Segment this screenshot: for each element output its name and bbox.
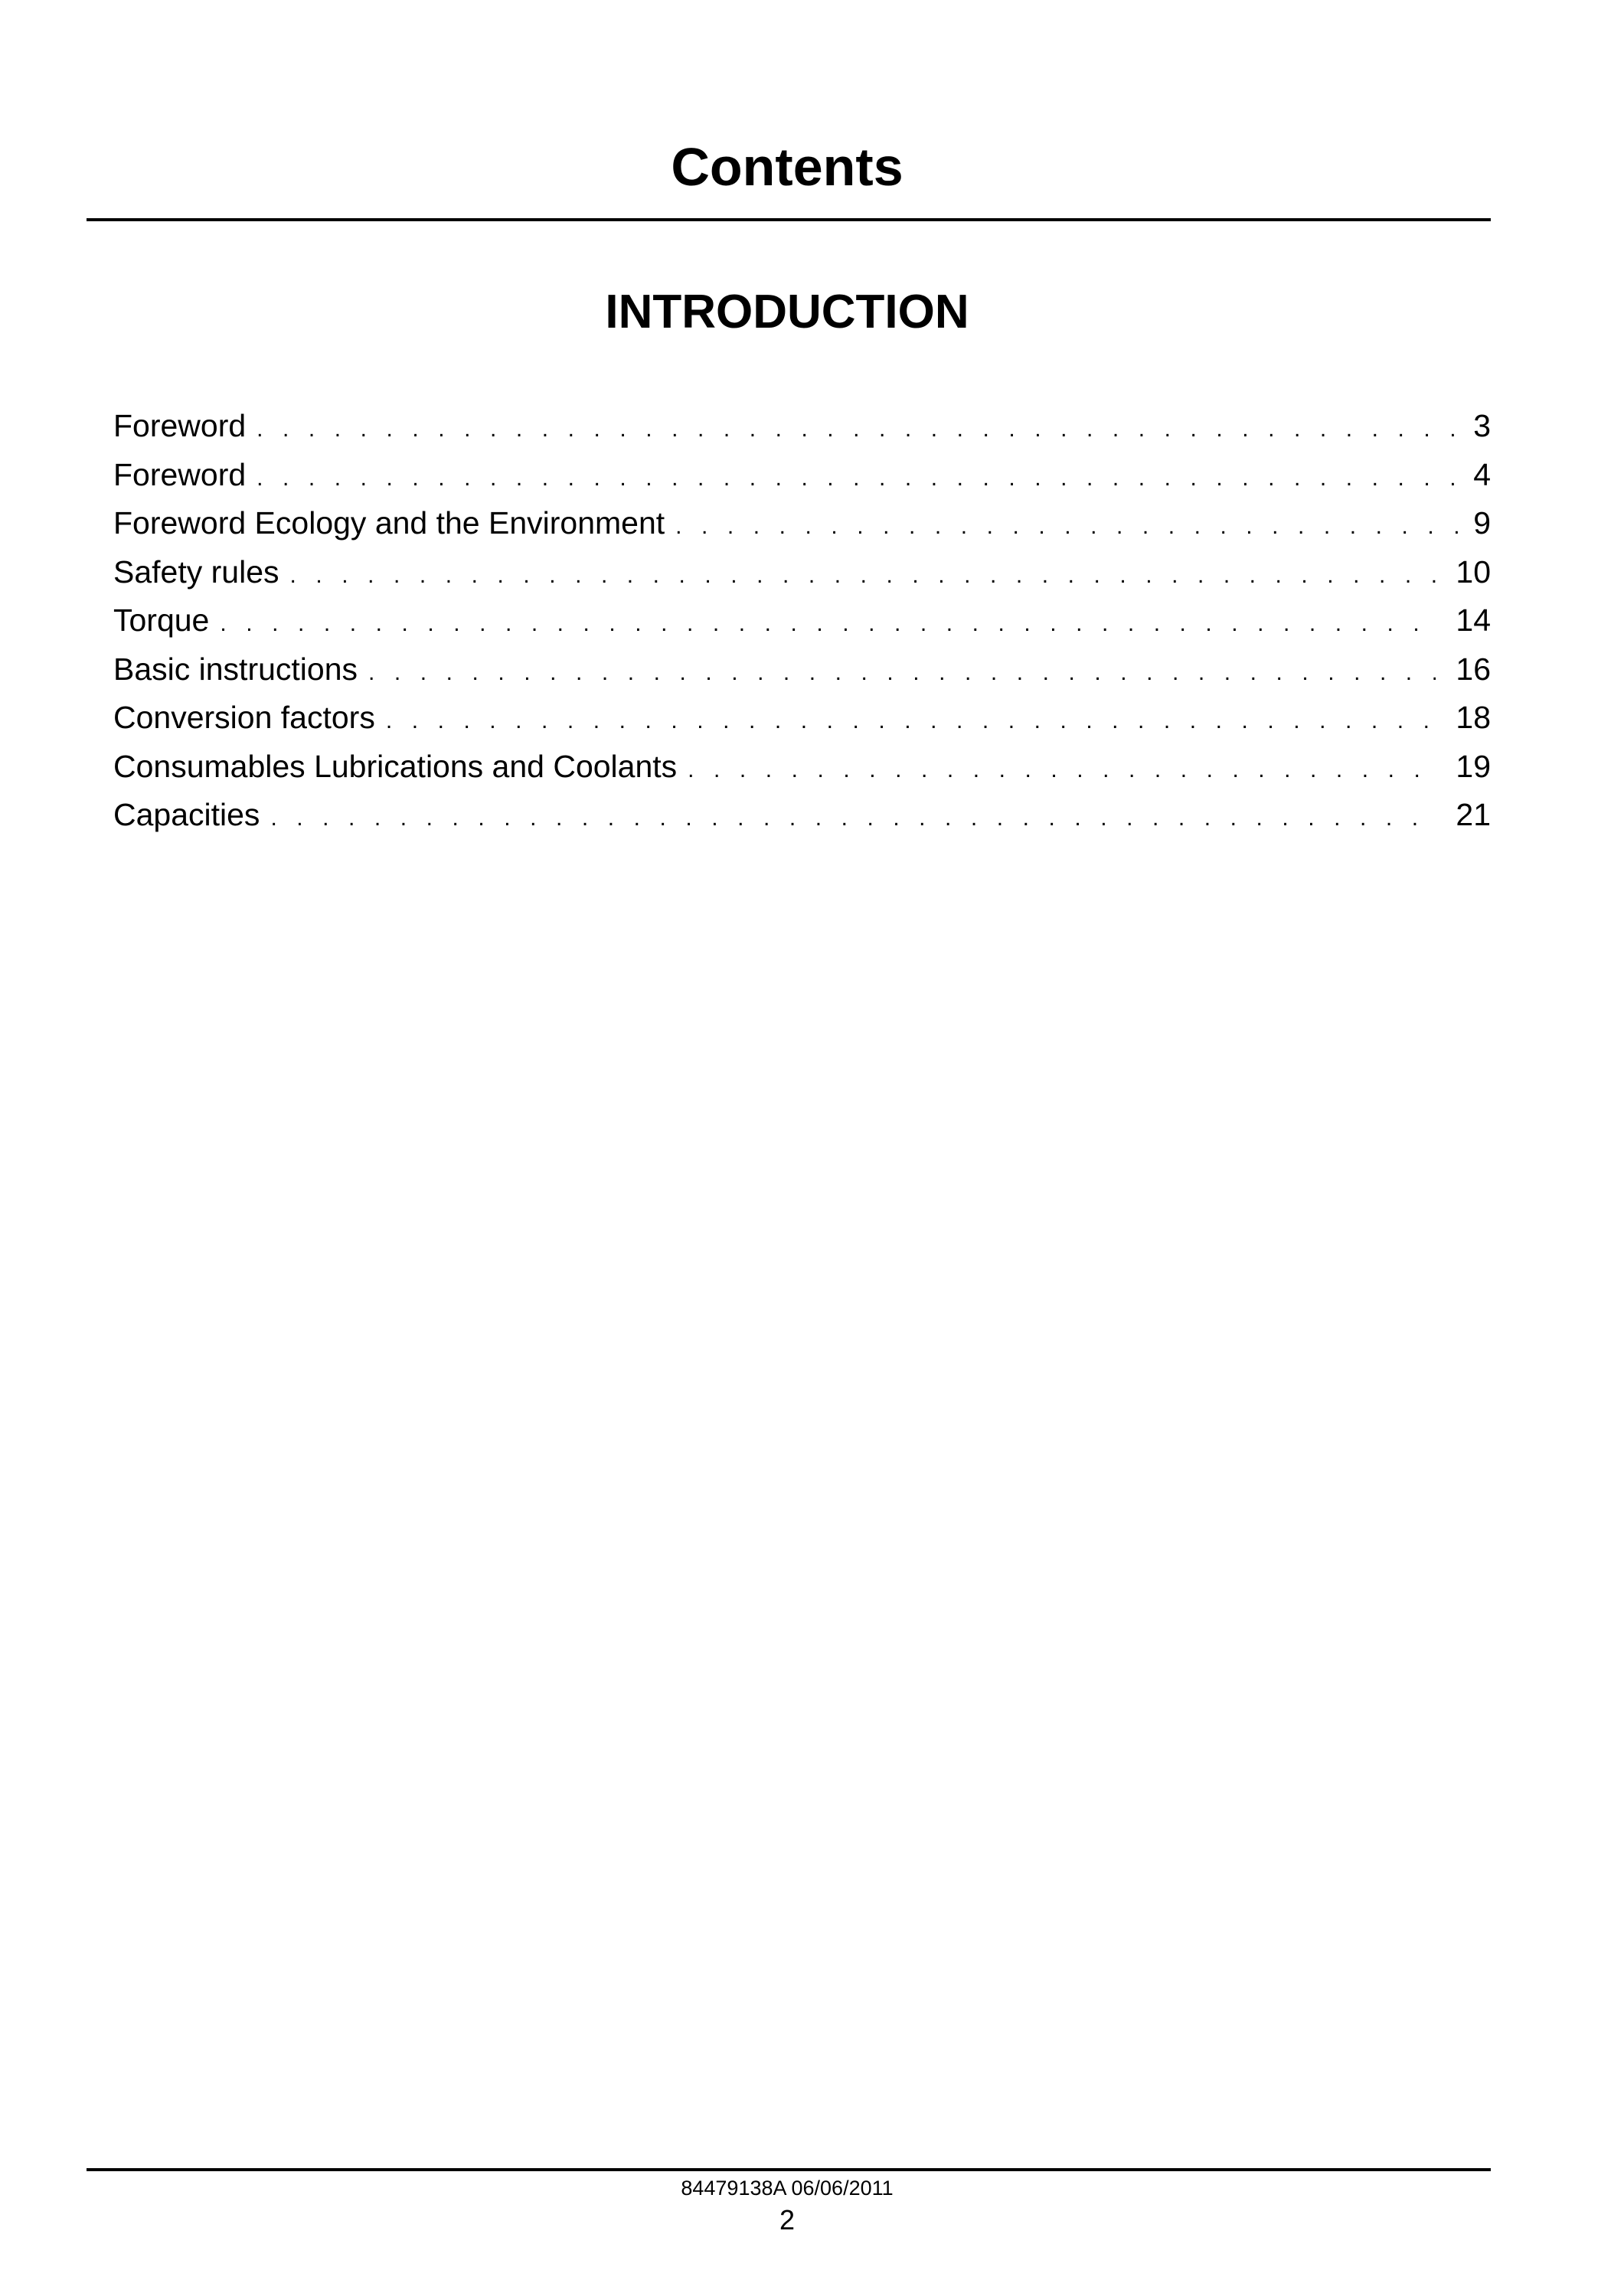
dot-leader xyxy=(257,454,1468,503)
toc-entry-label: Consumables Lubrications and Coolants xyxy=(113,748,678,784)
dot-leader xyxy=(386,697,1436,746)
toc-entry-page: 9 xyxy=(1473,505,1491,541)
title-divider xyxy=(87,218,1491,221)
toc-entry-label: Foreword xyxy=(113,408,247,443)
toc-entry-label: Torque xyxy=(113,603,210,638)
toc-entry-torque[interactable] xyxy=(113,596,1491,645)
toc-entry-capacities[interactable] xyxy=(113,791,1491,840)
dot-leader xyxy=(290,551,1436,600)
toc-entry-label: Conversion factors xyxy=(113,700,375,735)
toc-entry-label: Foreword Ecology and the Environment xyxy=(113,505,665,541)
page-title: Contents xyxy=(671,137,903,197)
toc-entry-page: 21 xyxy=(1456,797,1491,832)
toc-entry-foreword-ecology[interactable] xyxy=(113,499,1491,548)
dot-leader xyxy=(368,648,1436,697)
toc-entry-label: Foreword xyxy=(113,456,247,492)
dot-leader xyxy=(270,794,1436,843)
toc-entry-foreword-4[interactable] xyxy=(113,451,1491,500)
dot-leader xyxy=(220,599,1436,648)
toc-entry-page: 14 xyxy=(1456,603,1491,638)
toc-entry-page: 16 xyxy=(1456,651,1491,687)
toc-entry-label: Safety rules xyxy=(113,554,279,590)
toc-entry-conversion-factors[interactable] xyxy=(113,694,1491,743)
toc-entry-basic-instructions[interactable] xyxy=(113,645,1491,694)
dot-leader xyxy=(675,502,1468,551)
footer-document-reference: 84479138A 06/06/2011 xyxy=(681,2177,894,2200)
footer-divider xyxy=(87,2168,1491,2171)
dot-leader xyxy=(688,746,1436,795)
toc-entry-foreword-3[interactable] xyxy=(113,402,1491,451)
toc-entry-safety-rules[interactable] xyxy=(113,548,1491,597)
toc-entry-page: 3 xyxy=(1473,408,1491,443)
dot-leader xyxy=(257,405,1468,454)
toc-entry-page: 4 xyxy=(1473,456,1491,492)
toc-entry-page: 10 xyxy=(1456,554,1491,590)
toc-entry-consumables[interactable] xyxy=(113,743,1491,792)
footer-page-number: 2 xyxy=(779,2204,796,2236)
section-title: INTRODUCTION xyxy=(605,286,969,338)
toc-entry-page: 19 xyxy=(1456,748,1491,784)
table-of-contents xyxy=(113,402,1491,840)
toc-entry-label: Capacities xyxy=(113,797,260,832)
toc-entry-label: Basic instructions xyxy=(113,651,358,687)
toc-entry-page: 18 xyxy=(1456,700,1491,735)
